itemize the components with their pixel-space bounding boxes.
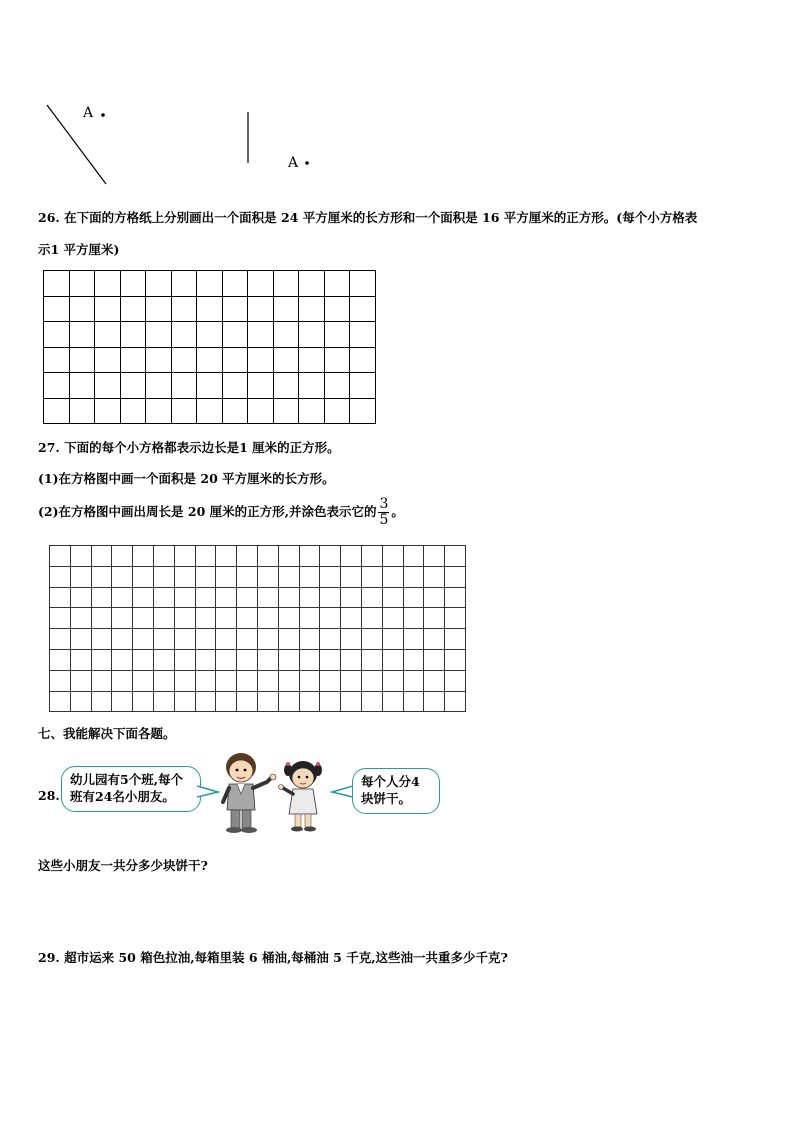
grid-cell — [174, 566, 195, 587]
grid-cell — [341, 608, 362, 629]
grid-cell — [324, 296, 350, 322]
q27-part1: (1)在方格图中画一个面积是 20 平方厘米的长方形。 — [38, 471, 335, 486]
grid-cell — [324, 398, 350, 424]
grid-cell — [146, 347, 172, 373]
grid-cell — [341, 629, 362, 650]
grid-cell — [273, 271, 299, 297]
grid-cell — [273, 296, 299, 322]
grid-cell — [174, 587, 195, 608]
grid-cell — [153, 546, 174, 567]
grid-cell — [424, 691, 445, 712]
grid-cell — [95, 373, 121, 399]
grid-cell — [112, 587, 133, 608]
grid-cell — [320, 629, 341, 650]
grid-cell — [216, 670, 237, 691]
grid-cell — [403, 649, 424, 670]
grid-cell — [237, 546, 258, 567]
point-label-2: A — [288, 155, 299, 171]
grid-cell — [424, 670, 445, 691]
grid-cell — [445, 546, 466, 567]
grid-cell — [216, 566, 237, 587]
grid-cell — [350, 398, 376, 424]
grid-cell — [350, 296, 376, 322]
grid-cell — [341, 566, 362, 587]
grid-cell — [445, 566, 466, 587]
q27-title: 27. 下面的每个小方格都表示边长是1 厘米的正方形。 — [38, 440, 340, 455]
grid-row — [50, 670, 466, 691]
grid-cell — [299, 649, 320, 670]
grid-cell — [171, 347, 197, 373]
grid-cell — [324, 322, 350, 348]
grid-cell — [320, 546, 341, 567]
grid-cell — [133, 608, 154, 629]
grid-cell — [445, 670, 466, 691]
grid-cell — [320, 566, 341, 587]
grid-cell — [320, 649, 341, 670]
bubble-boy: 幼儿园有5个班,每个班有24名小朋友。 — [61, 766, 201, 812]
grid-cell — [257, 649, 278, 670]
grid-cell — [133, 566, 154, 587]
grid-row — [44, 322, 376, 348]
grid-cell — [69, 271, 95, 297]
grid-cell — [112, 608, 133, 629]
grid-cell — [153, 629, 174, 650]
grid-cell — [146, 398, 172, 424]
grid-cell — [445, 629, 466, 650]
grid-cell — [237, 608, 258, 629]
grid-cell — [361, 670, 382, 691]
grid-cell — [216, 629, 237, 650]
grid-cell — [216, 546, 237, 567]
grid-cell — [248, 296, 274, 322]
grid-cell — [257, 691, 278, 712]
bubble-girl-tail — [330, 784, 354, 800]
grid-cell — [70, 546, 91, 567]
grid-cell — [222, 322, 248, 348]
grid-cell — [445, 649, 466, 670]
grid-cell — [70, 566, 91, 587]
grid-cell — [50, 587, 71, 608]
grid-cell — [195, 629, 216, 650]
grid-cell — [237, 566, 258, 587]
grid-cell — [299, 691, 320, 712]
grid-cell — [382, 691, 403, 712]
grid-cell — [382, 566, 403, 587]
grid-cell — [171, 373, 197, 399]
grid-row — [50, 608, 466, 629]
grid-cell — [257, 608, 278, 629]
grid-cell — [382, 546, 403, 567]
grid-cell — [257, 587, 278, 608]
grid-cell — [382, 608, 403, 629]
grid-cell — [197, 373, 223, 399]
grid-cell — [50, 629, 71, 650]
grid-cell — [299, 322, 325, 348]
grid-cell — [69, 347, 95, 373]
grid-cell — [70, 691, 91, 712]
grid-cell — [273, 347, 299, 373]
grid-cell — [361, 608, 382, 629]
grid-cell — [69, 373, 95, 399]
grid-row — [50, 566, 466, 587]
grid-cell — [222, 347, 248, 373]
grid-cell — [44, 296, 70, 322]
grid-cell — [70, 629, 91, 650]
grid-cell — [95, 271, 121, 297]
grid-cell — [44, 347, 70, 373]
grid-cell — [361, 629, 382, 650]
grid-cell — [299, 566, 320, 587]
grid-cell — [112, 566, 133, 587]
grid-cell — [91, 566, 112, 587]
grid-cell — [237, 587, 258, 608]
q28-question: 这些小朋友一共分多少块饼干? — [38, 858, 208, 873]
grid-cell — [299, 296, 325, 322]
grid-cell — [195, 546, 216, 567]
grid-cell — [70, 587, 91, 608]
grid-cell — [195, 649, 216, 670]
q26-grid — [43, 270, 376, 424]
grid-cell — [91, 670, 112, 691]
grid-cell — [299, 629, 320, 650]
grid-cell — [237, 670, 258, 691]
grid-cell — [197, 271, 223, 297]
grid-cell — [50, 608, 71, 629]
grid-cell — [112, 629, 133, 650]
grid-cell — [133, 629, 154, 650]
grid-cell — [222, 296, 248, 322]
grid-cell — [112, 691, 133, 712]
grid-row — [50, 587, 466, 608]
q27-part2 — [38, 497, 404, 528]
grid-cell — [153, 608, 174, 629]
grid-cell — [237, 649, 258, 670]
grid-cell — [299, 670, 320, 691]
grid-cell — [133, 649, 154, 670]
grid-cell — [424, 566, 445, 587]
grid-cell — [95, 347, 121, 373]
grid-cell — [146, 322, 172, 348]
grid-cell — [324, 271, 350, 297]
grid-cell — [120, 347, 146, 373]
grid-cell — [91, 649, 112, 670]
grid-cell — [341, 670, 362, 691]
grid-cell — [120, 373, 146, 399]
grid-cell — [112, 670, 133, 691]
grid-cell — [222, 271, 248, 297]
grid-cell — [216, 691, 237, 712]
grid-cell — [382, 670, 403, 691]
grid-row — [44, 347, 376, 373]
point-label-1: A — [83, 105, 94, 121]
grid-cell — [299, 546, 320, 567]
grid-row — [44, 296, 376, 322]
grid-cell — [361, 691, 382, 712]
grid-row — [50, 546, 466, 567]
grid-cell — [44, 271, 70, 297]
point-dot-1 — [101, 113, 105, 117]
grid-cell — [248, 271, 274, 297]
grid-cell — [237, 691, 258, 712]
grid-cell — [341, 587, 362, 608]
grid-cell — [278, 670, 299, 691]
grid-cell — [382, 629, 403, 650]
grid-cell — [153, 691, 174, 712]
grid-cell — [91, 629, 112, 650]
grid-cell — [69, 322, 95, 348]
bubble-girl: 每个人分4块饼干。 — [352, 768, 440, 814]
fraction-denominator: 5 — [379, 512, 389, 528]
grid-cell — [299, 608, 320, 629]
grid-cell — [197, 398, 223, 424]
grid-row — [50, 691, 466, 712]
grid-cell — [248, 347, 274, 373]
grid-cell — [361, 546, 382, 567]
grid-cell — [403, 670, 424, 691]
grid-cell — [216, 587, 237, 608]
grid-cell — [222, 398, 248, 424]
grid-cell — [278, 649, 299, 670]
girl-illustration — [275, 754, 335, 836]
grid-cell — [273, 373, 299, 399]
grid-cell — [50, 566, 71, 587]
grid-row — [50, 649, 466, 670]
grid-cell — [248, 322, 274, 348]
grid-cell — [174, 691, 195, 712]
grid-cell — [216, 608, 237, 629]
grid-cell — [445, 691, 466, 712]
grid-cell — [171, 296, 197, 322]
grid-cell — [350, 322, 376, 348]
grid-cell — [95, 398, 121, 424]
grid-cell — [44, 322, 70, 348]
grid-cell — [146, 373, 172, 399]
grid-cell — [320, 587, 341, 608]
q26-line2: 示1 平方厘米) — [38, 242, 120, 257]
grid-cell — [237, 629, 258, 650]
grid-cell — [424, 608, 445, 629]
grid-cell — [278, 608, 299, 629]
grid-cell — [153, 649, 174, 670]
grid-row — [44, 398, 376, 424]
grid-cell — [50, 546, 71, 567]
grid-cell — [50, 670, 71, 691]
grid-cell — [146, 271, 172, 297]
grid-cell — [171, 398, 197, 424]
grid-cell — [424, 629, 445, 650]
grid-cell — [195, 587, 216, 608]
grid-cell — [273, 322, 299, 348]
section7-title: 七、我能解决下面各题。 — [38, 726, 176, 741]
grid-cell — [341, 691, 362, 712]
grid-cell — [50, 691, 71, 712]
grid-cell — [320, 670, 341, 691]
fraction-numerator: 3 — [379, 496, 389, 512]
grid-cell — [382, 587, 403, 608]
grid-cell — [278, 587, 299, 608]
grid-cell — [403, 691, 424, 712]
grid-cell — [424, 546, 445, 567]
grid-cell — [445, 608, 466, 629]
grid-cell — [299, 398, 325, 424]
grid-cell — [403, 566, 424, 587]
grid-cell — [278, 546, 299, 567]
grid-cell — [278, 691, 299, 712]
grid-cell — [112, 649, 133, 670]
grid-cell — [95, 322, 121, 348]
grid-cell — [424, 587, 445, 608]
grid-cell — [69, 296, 95, 322]
grid-cell — [403, 587, 424, 608]
grid-cell — [350, 271, 376, 297]
grid-cell — [361, 587, 382, 608]
grid-cell — [133, 691, 154, 712]
grid-cell — [153, 670, 174, 691]
grid-cell — [133, 587, 154, 608]
grid-cell — [197, 296, 223, 322]
grid-cell — [120, 271, 146, 297]
grid-cell — [350, 347, 376, 373]
grid-cell — [216, 649, 237, 670]
boy-illustration — [205, 748, 285, 838]
grid-cell — [299, 271, 325, 297]
grid-cell — [44, 398, 70, 424]
grid-cell — [320, 691, 341, 712]
grid-cell — [91, 587, 112, 608]
grid-cell — [350, 373, 376, 399]
grid-cell — [361, 649, 382, 670]
grid-cell — [174, 629, 195, 650]
grid-cell — [197, 322, 223, 348]
slanted-line — [47, 105, 106, 184]
grid-cell — [91, 691, 112, 712]
grid-cell — [70, 670, 91, 691]
q27-part2-prefix: (2)在方格图中画出周长是 20 厘米的正方形,并涂色表示它的 — [38, 504, 377, 519]
grid-cell — [324, 373, 350, 399]
grid-cell — [195, 566, 216, 587]
grid-cell — [278, 629, 299, 650]
grid-cell — [445, 587, 466, 608]
fraction-3-5 — [378, 497, 389, 528]
grid-cell — [222, 373, 248, 399]
q27-grid — [49, 545, 466, 712]
grid-cell — [273, 398, 299, 424]
grid-cell — [403, 608, 424, 629]
grid-cell — [171, 322, 197, 348]
grid-cell — [197, 347, 223, 373]
grid-cell — [120, 398, 146, 424]
grid-cell — [424, 649, 445, 670]
grid-cell — [120, 322, 146, 348]
grid-cell — [195, 691, 216, 712]
grid-cell — [341, 649, 362, 670]
grid-cell — [248, 398, 274, 424]
grid-cell — [341, 546, 362, 567]
grid-cell — [95, 296, 121, 322]
grid-cell — [257, 670, 278, 691]
grid-cell — [382, 649, 403, 670]
grid-cell — [50, 649, 71, 670]
grid-cell — [174, 670, 195, 691]
grid-cell — [120, 296, 146, 322]
grid-cell — [361, 566, 382, 587]
grid-row — [50, 629, 466, 650]
top-figures — [0, 95, 400, 195]
grid-cell — [324, 347, 350, 373]
grid-cell — [257, 546, 278, 567]
grid-cell — [133, 670, 154, 691]
grid-cell — [91, 608, 112, 629]
grid-cell — [299, 373, 325, 399]
point-dot-2 — [305, 161, 309, 165]
grid-cell — [171, 271, 197, 297]
grid-cell — [146, 296, 172, 322]
grid-cell — [299, 587, 320, 608]
grid-cell — [70, 649, 91, 670]
grid-cell — [248, 373, 274, 399]
grid-cell — [320, 608, 341, 629]
q29-text: 29. 超市运来 50 箱色拉油,每箱里装 6 桶油,每桶油 5 千克,这些油一共重多少千克? — [38, 950, 508, 965]
grid-row — [44, 271, 376, 297]
grid-cell — [91, 546, 112, 567]
grid-cell — [403, 546, 424, 567]
grid-cell — [195, 670, 216, 691]
grid-cell — [278, 566, 299, 587]
grid-cell — [403, 629, 424, 650]
grid-cell — [70, 608, 91, 629]
grid-cell — [257, 566, 278, 587]
grid-cell — [174, 608, 195, 629]
q28-number: 28. — [38, 788, 60, 803]
grid-cell — [257, 629, 278, 650]
grid-cell — [133, 546, 154, 567]
grid-cell — [153, 566, 174, 587]
grid-row — [44, 373, 376, 399]
q26-line1: 26. 在下面的方格纸上分别画出一个面积是 24 平方厘米的长方形和一个面积是 16 平方厘米的正方形。(每个小方格表 — [38, 210, 698, 225]
grid-cell — [195, 608, 216, 629]
grid-cell — [174, 649, 195, 670]
grid-cell — [299, 347, 325, 373]
grid-cell — [174, 546, 195, 567]
grid-cell — [153, 587, 174, 608]
grid-cell — [69, 398, 95, 424]
q27-part2-suffix: 。 — [391, 504, 404, 519]
grid-cell — [44, 373, 70, 399]
grid-cell — [112, 546, 133, 567]
